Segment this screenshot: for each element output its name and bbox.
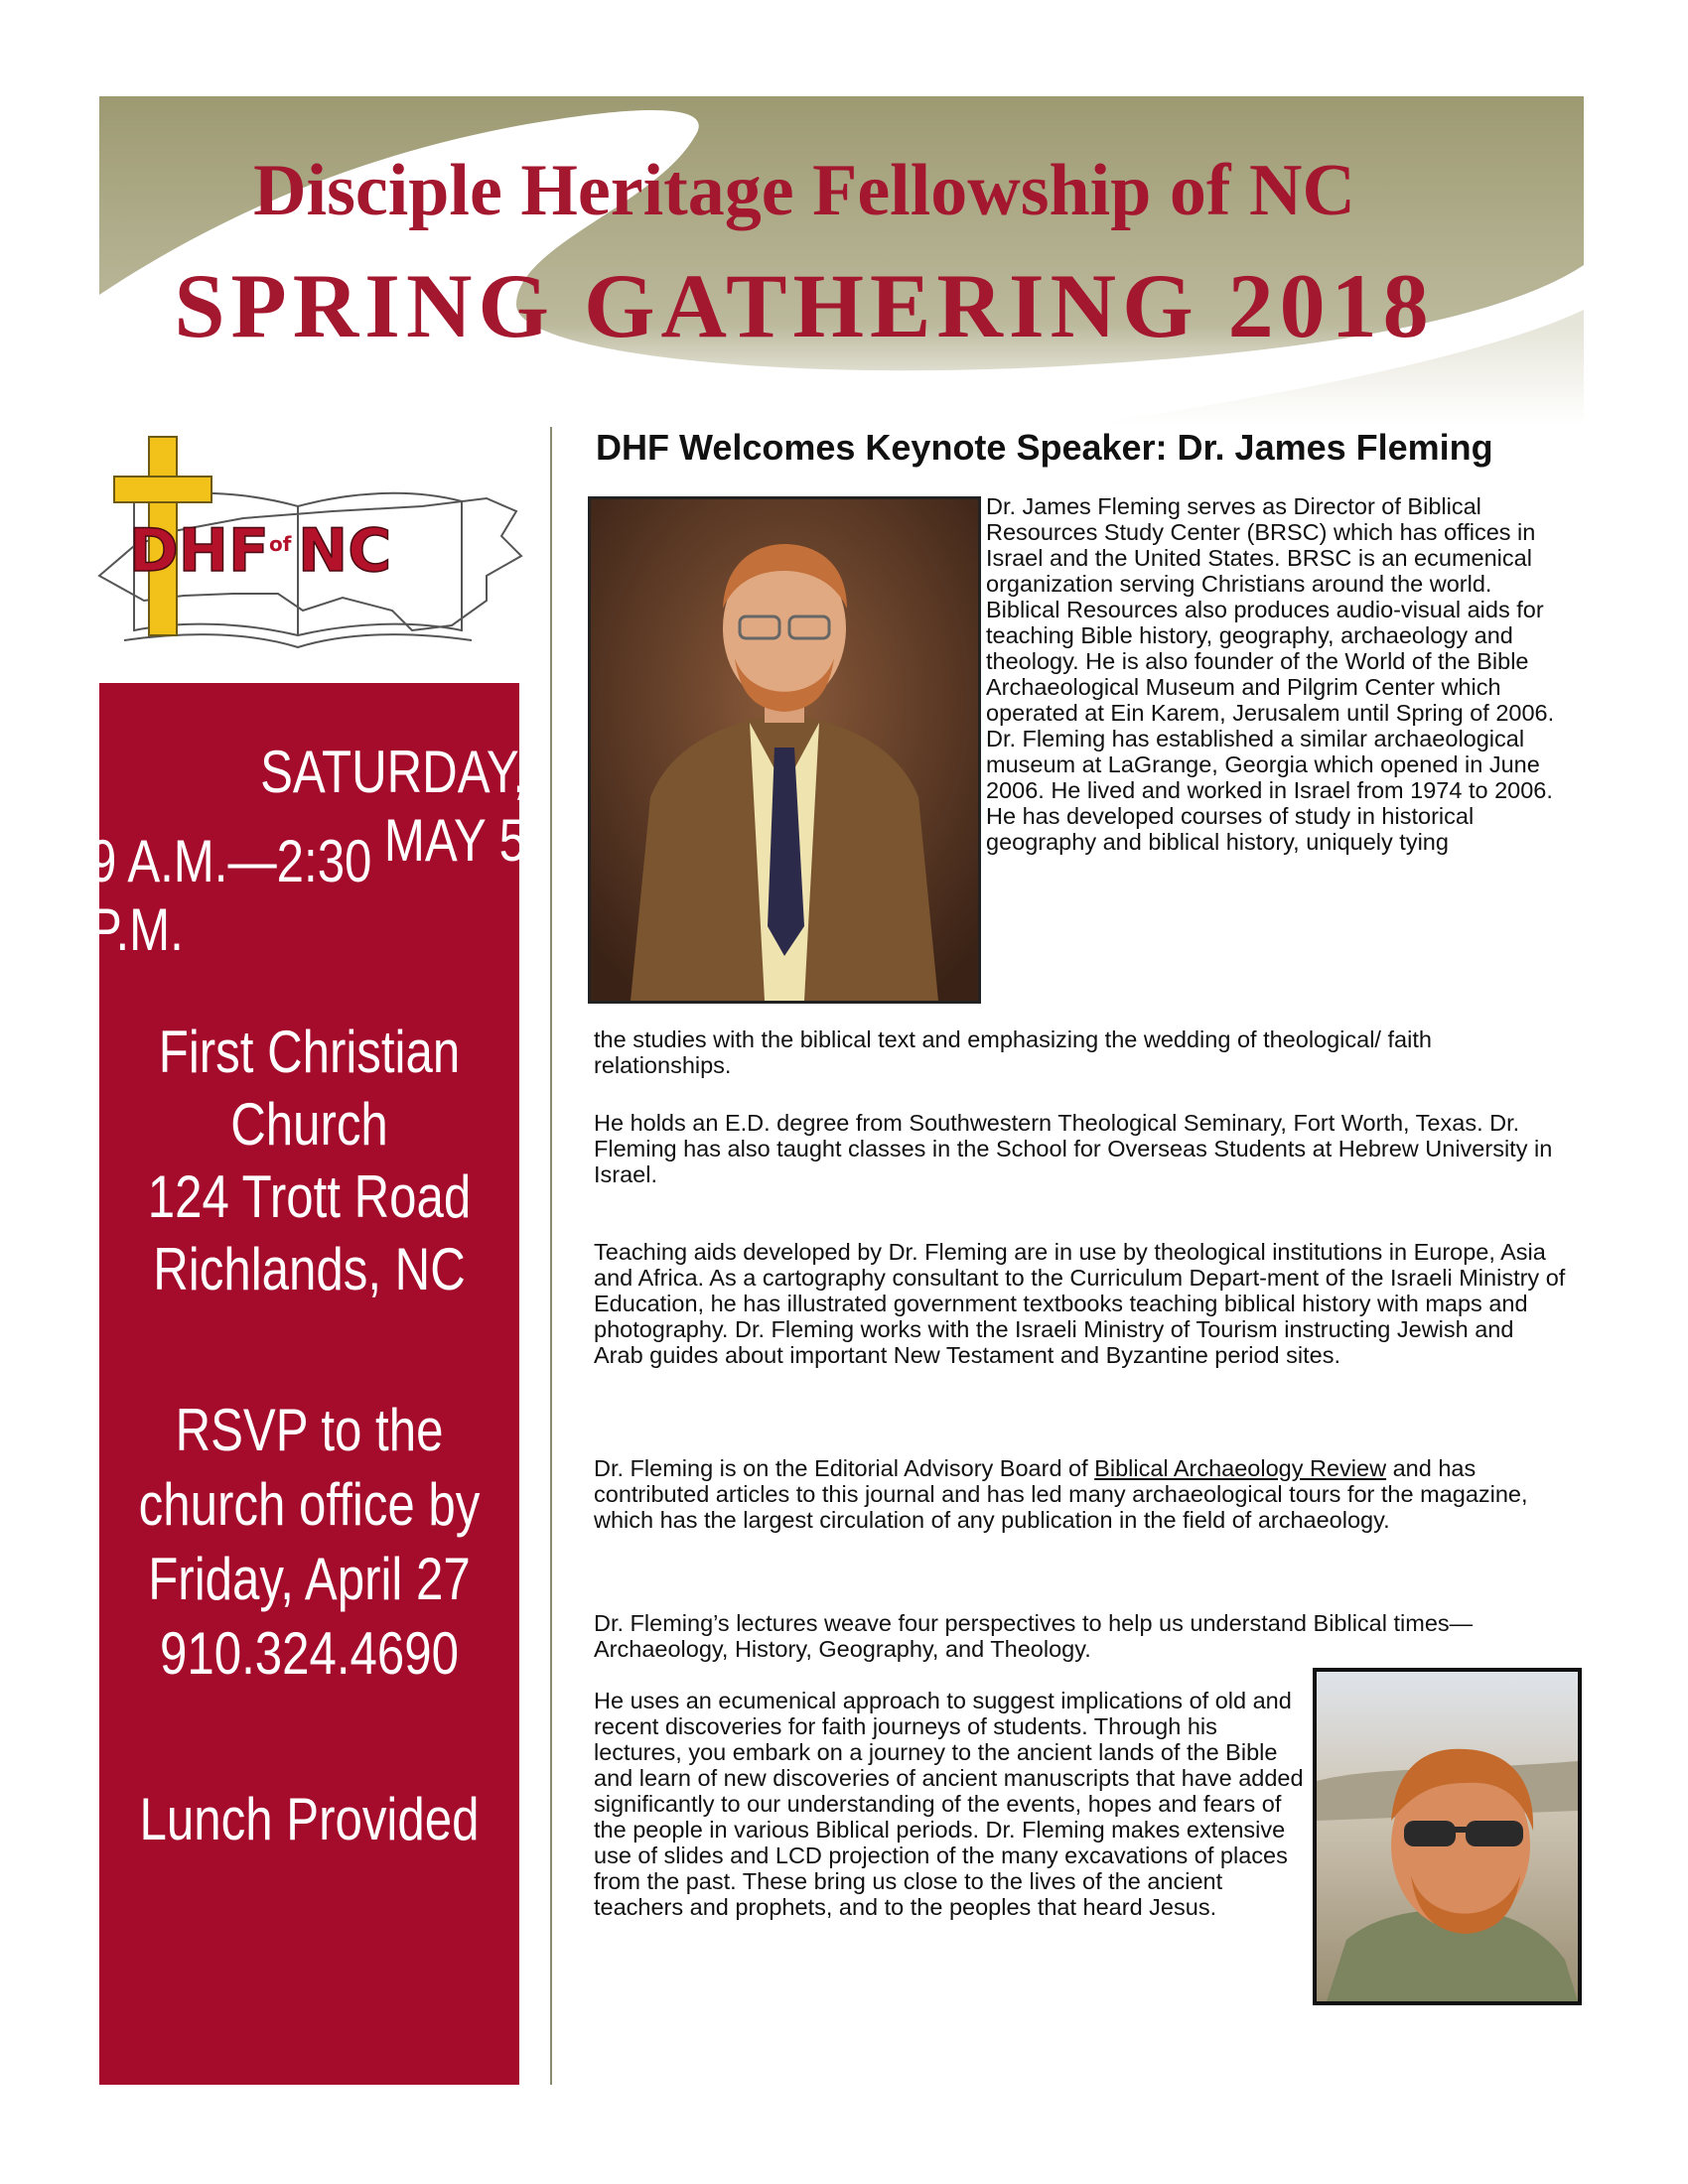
speaker-portrait-photo (588, 496, 981, 1004)
location-line: First Christian (158, 1019, 461, 1085)
article-paragraph-teaching-aids: Teaching aids developed by Dr. Fleming are in use by theological institutions in Europe, Asia and Africa. As a cartography consultant to the Curriculum Depart-ment of the Israeli Ministry of Education, he has illustrated government textbooks teaching biblical history with maps and photography. Dr. Fleming works with the Israeli Ministry of Tourism instructing Jewish and Arab guides about important New Testament and Byzantine period sites. (594, 1239, 1566, 1368)
column-divider (550, 427, 552, 2085)
event-location (137, 1016, 482, 1305)
rsvp-info (137, 1393, 482, 1691)
article-paragraph-approach: He uses an ecumenical approach to suggest implications of old and recent discoveries for faith journeys of students. Through his lectures, you embark on a journey to the ancient lands of the Bible and learn of new discoveries of ancient manuscripts that have added significantly to our understanding of the events, hopes and fears of the people in various Biblical periods. Dr. Fleming makes extensive use of slides and LCD projection of the many excavations of places from the past. These bring us close to the lives of the ancient teachers and prophets, and to the peoples that heard Jesus. (594, 1688, 1304, 1920)
event-date: SATURDAY, MAY 5 (260, 739, 526, 874)
org-title: Disciple Heritage Fellowship of NC (253, 150, 1355, 231)
article-headline: DHF Welcomes Keynote Speaker: Dr. James Fleming (596, 427, 1493, 468)
logo-text-nc: NC (298, 516, 392, 586)
rsvp-phone: 910.324.4690 (160, 1620, 459, 1687)
location-line: Richlands, NC (153, 1236, 466, 1302)
article-paragraph-lectures: Dr. Fleming’s lectures weave four perspectives to help us understand Biblical times—Archaeology, History, Geography, and Theology. (594, 1610, 1474, 1662)
article-paragraph-education: He holds an E.D. degree from Southwestern Theological Seminary, Fort Worth, Texas. Dr. Fleming has also taught classes in the School for Overseas Students at Hebrew University in Israel. (594, 1110, 1553, 1187)
article-paragraph-editorial: Dr. Fleming is on the Editorial Advisory Board of Biblical Archaeology Review and has contributed articles to this journal and has led many archaeological tours for the magazine, which has the largest circulation of any publication in the field of archaeology. (594, 1455, 1528, 1533)
logo-text-dhf: DHF (129, 516, 270, 586)
dhf-nc-logo (94, 427, 531, 660)
location-line: Church (230, 1091, 388, 1158)
rsvp-line: RSVP to the (175, 1397, 444, 1463)
article-paragraph-intro: Dr. James Fleming serves as Director of Biblical Resources Study Center (BRSC) which has offices in Israel and the United States. BRSC is an ecumenical organization serving Christians around the world. Biblical Resources also produces audio-visual aids for teaching Bible history, geography, archaeology and theology. He is also founder of the World of the Bible Archaeological Museum and Pilgrim Center which operated at Ein Karem, Jerusalem until Spring of 2006. Dr. Fleming has established a similar archaeological museum at LaGrange, Georgia which opened in June 2006. He lived and worked in Israel from 1974 to 2006. He has developed courses of study in historical geography and biblical history, uniquely tying (986, 493, 1555, 855)
logo-text-of: of (269, 532, 292, 556)
rsvp-line: church office by (138, 1471, 481, 1538)
location-line: 124 Trott Road (147, 1163, 472, 1230)
publication-title: Biblical Archaeology Review (1094, 1455, 1387, 1481)
event-title: SPRING GATHERING 2018 (174, 255, 1435, 356)
lunch-note: Lunch Provided (139, 1786, 480, 1852)
speaker-outdoor-photo (1313, 1668, 1582, 2005)
article-paragraph-intro-cont: the studies with the biblical text and emphasizing the wedding of theological/ faith relationships. (594, 1026, 1432, 1078)
event-info-sidebar (89, 683, 526, 2085)
rsvp-line: Friday, April 27 (148, 1546, 471, 1612)
event-time: 9 A.M.—2:30 P.M. (89, 828, 372, 963)
